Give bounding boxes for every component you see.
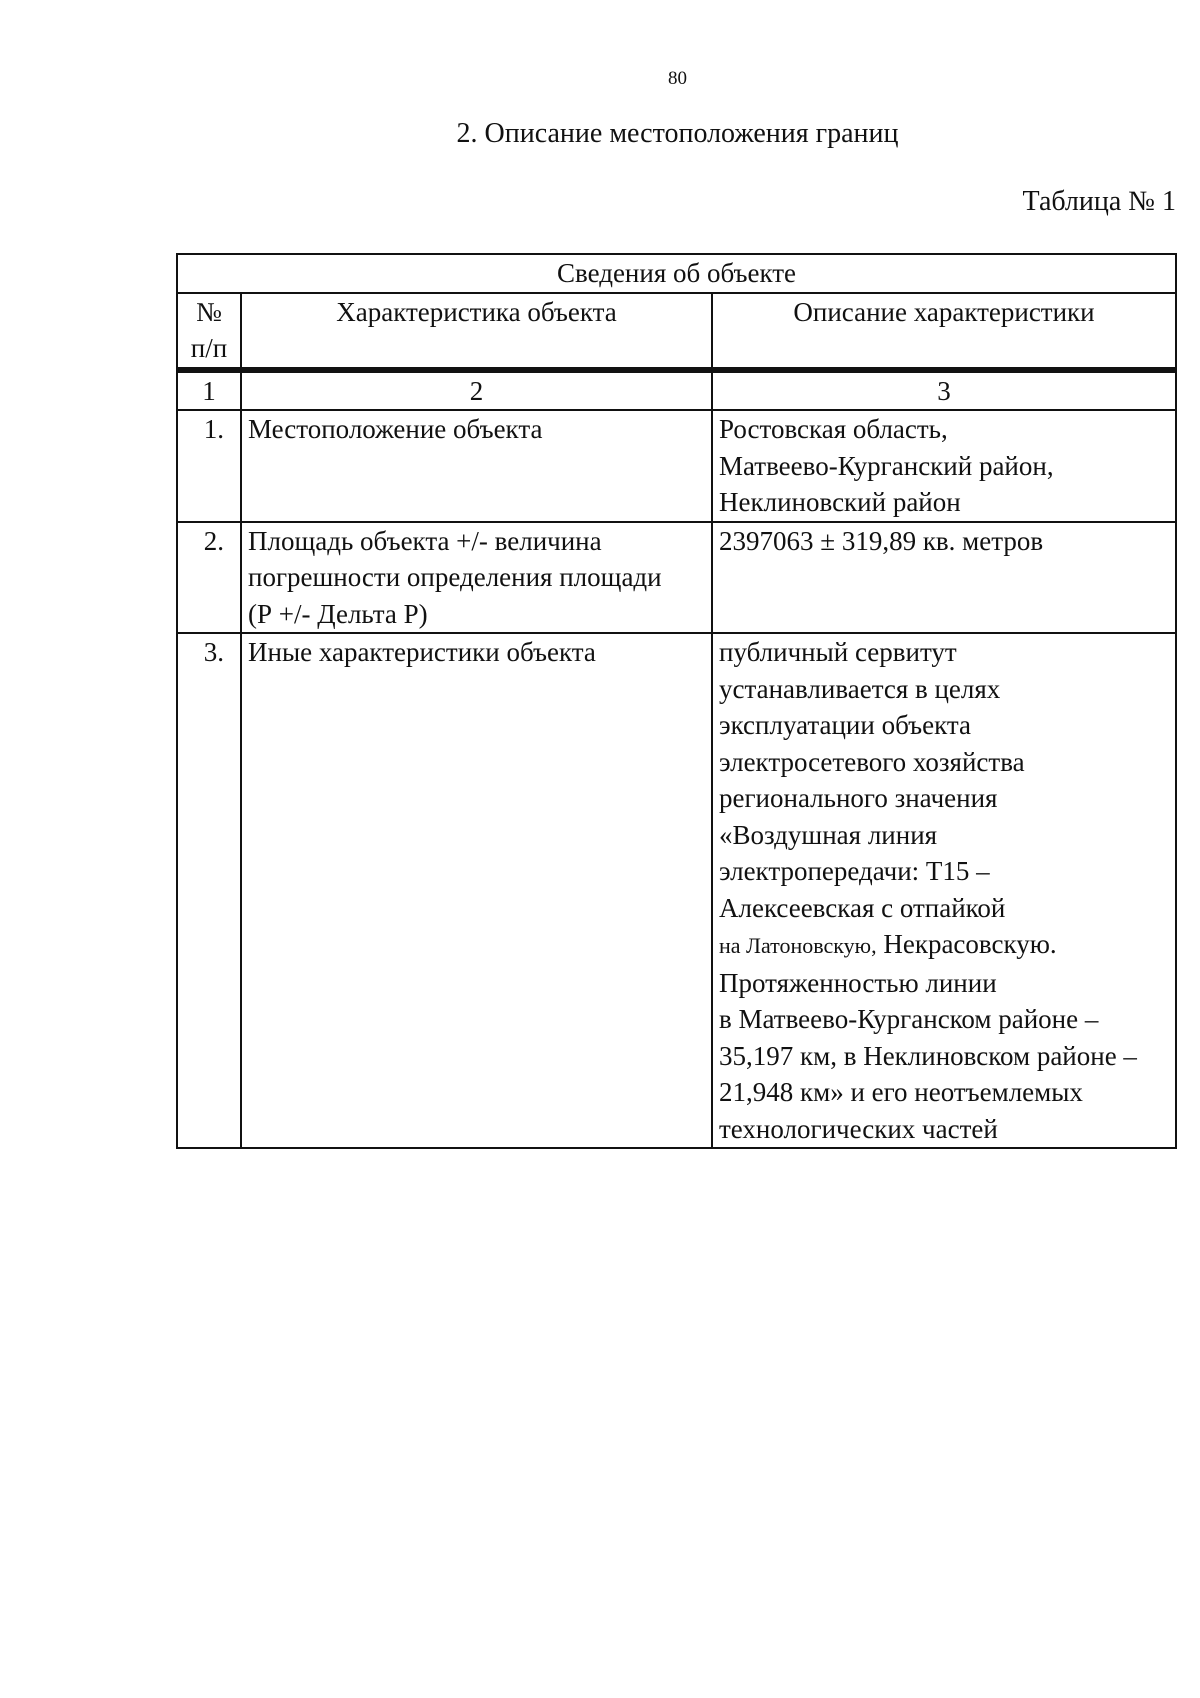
description-text-before: публичный сервитут устанавливается в целях эксплуатации объекта электросетевого хозяйства регионального значения «Воздушная линия электропередачи: Т15 – Алексеевская с отпайкой: [719, 637, 1025, 923]
row-number: 1.: [177, 410, 241, 522]
col-number-3: 3: [712, 370, 1176, 411]
col-number-2: 2: [241, 370, 712, 411]
col-header-number: № п/п: [177, 293, 241, 370]
row-number: 2.: [177, 522, 241, 634]
col-number-1: 1: [177, 370, 241, 411]
description-small-prefix: на Латоновскую,: [719, 933, 877, 958]
table-row: [177, 522, 1176, 634]
col-header-description: Описание характеристики: [712, 293, 1176, 370]
object-info-table: [176, 253, 1177, 1149]
table-column-number-row: [177, 370, 1176, 411]
row-description: [712, 633, 1176, 1148]
row-description: Ростовская область, Матвеево-Курганский район, Неклиновский район: [712, 410, 1176, 522]
section-title: 2. Описание местоположения границ: [456, 118, 899, 149]
table-caption: Таблица № 1: [1022, 186, 1176, 217]
row-number: 3.: [177, 633, 241, 1148]
row-characteristic: Иные характеристики объекта: [241, 633, 712, 1148]
col-header-characteristic: Характеристика объекта: [241, 293, 712, 370]
row-characteristic: Площадь объекта +/- величина погрешности определения площади (Р +/- Дельта Р): [241, 522, 712, 634]
row-characteristic: Местоположение объекта: [241, 410, 712, 522]
table-header-main-row: [177, 254, 1176, 293]
table-row: [177, 633, 1176, 1148]
row-description: 2397063 ± 319,89 кв. метров: [712, 522, 1176, 634]
description-text-after: Протяженностью линии в Матвеево-Курганском районе – 35,197 км, в Неклиновском районе – 21,948 км» и его неотъемлемых технологических частей: [719, 967, 1137, 1144]
table-header-main: Сведения об объекте: [177, 254, 1176, 293]
description-line-rest: Некрасовскую.: [876, 929, 1057, 959]
table-row: [177, 410, 1176, 522]
table-column-header-row: [177, 293, 1176, 370]
page-number: 80: [668, 68, 687, 89]
